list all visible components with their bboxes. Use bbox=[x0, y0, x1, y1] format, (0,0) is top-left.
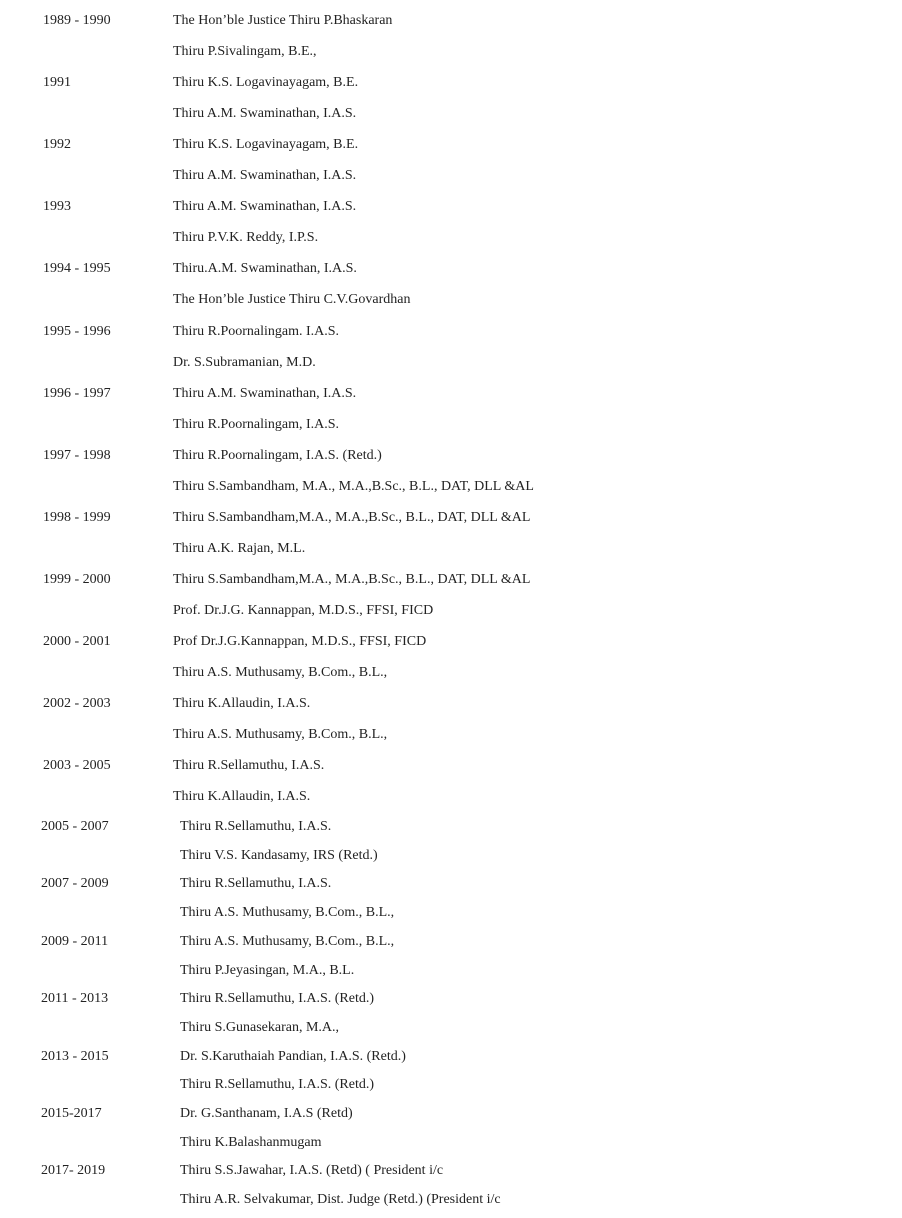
office-holder-name: Thiru R.Sellamuthu, I.A.S. bbox=[173, 758, 325, 774]
office-holder-name: Prof. Dr.J.G. Kannappan, M.D.S., FFSI, FICD bbox=[173, 603, 434, 618]
office-holder-name: Thiru P.Sivalingam, B.E., bbox=[173, 44, 317, 59]
office-holder-name: Thiru A.S. Muthusamy, B.Com., B.L., bbox=[173, 727, 388, 743]
table-row bbox=[0, 1074, 902, 1096]
term-year: 2002 - 2003 bbox=[43, 696, 111, 712]
office-holder-name: Thiru R.Sellamuthu, I.A.S. (Retd.) bbox=[180, 1077, 375, 1093]
table-row bbox=[0, 960, 902, 982]
office-holder-name: Thiru A.M. Swaminathan, I.A.S. bbox=[173, 168, 357, 184]
table-row bbox=[0, 600, 902, 622]
term-year: 2013 - 2015 bbox=[41, 1048, 109, 1064]
office-holder-name: Dr. G.Santhanam, I.A.S (Retd) bbox=[180, 1106, 353, 1121]
table-row bbox=[0, 134, 902, 156]
term-year: 2007 - 2009 bbox=[41, 876, 109, 892]
term-year: 1995 - 1996 bbox=[43, 323, 111, 339]
table-row bbox=[0, 1046, 902, 1068]
term-year: 2017- 2019 bbox=[41, 1163, 106, 1179]
office-holder-name: Thiru A.K. Rajan, M.L. bbox=[173, 540, 306, 556]
office-holder-name: Thiru R.Poornalingam, I.A.S. bbox=[173, 416, 340, 432]
office-holder-name: Thiru A.M. Swaminathan, I.A.S. bbox=[173, 199, 357, 215]
table-row bbox=[0, 103, 902, 125]
table-row bbox=[0, 931, 902, 953]
table-row bbox=[0, 569, 902, 591]
table-row bbox=[0, 414, 902, 436]
office-holder-name: Thiru A.S. Muthusamy, B.Com., B.L., bbox=[180, 933, 395, 949]
table-row bbox=[0, 196, 902, 218]
term-year: 1997 - 1998 bbox=[43, 447, 111, 463]
table-row bbox=[0, 755, 902, 777]
office-holder-name: Thiru S.Gunasekaran, M.A., bbox=[180, 1019, 340, 1035]
table-row bbox=[0, 289, 902, 311]
office-holder-name: Thiru P.Jeyasingan, M.A., B.L. bbox=[180, 962, 355, 978]
term-year: 2003 - 2005 bbox=[43, 758, 111, 774]
table-row bbox=[0, 1017, 902, 1039]
table-row bbox=[0, 72, 902, 94]
office-holder-name: Thiru R.Sellamuthu, I.A.S. bbox=[180, 819, 332, 834]
office-holder-name: Thiru R.Sellamuthu, I.A.S. bbox=[180, 876, 332, 892]
table-row bbox=[0, 445, 902, 467]
table-row bbox=[0, 352, 902, 374]
term-year: 1996 - 1997 bbox=[43, 385, 111, 401]
table-row bbox=[0, 383, 902, 405]
table-row bbox=[0, 1189, 902, 1211]
term-year: 1999 - 2000 bbox=[43, 571, 111, 587]
table-row bbox=[0, 786, 902, 808]
table-row bbox=[0, 662, 902, 684]
term-year: 2015-2017 bbox=[41, 1106, 102, 1121]
term-year: 1998 - 1999 bbox=[43, 509, 111, 525]
office-holder-name: The Hon’ble Justice Thiru C.V.Govardhan bbox=[173, 292, 411, 308]
office-holder-name: Thiru K.S. Logavinayagam, B.E. bbox=[173, 137, 359, 153]
table-row bbox=[0, 816, 902, 838]
table-row bbox=[0, 988, 902, 1010]
office-holder-name: Thiru S.Sambandham,M.A., M.A.,B.Sc., B.L., DAT, DLL &AL bbox=[173, 509, 531, 525]
office-holder-name: Thiru A.R. Selvakumar, Dist. Judge (Retd.) (President i/c bbox=[180, 1192, 501, 1208]
office-holder-name: Thiru.A.M. Swaminathan, I.A.S. bbox=[173, 261, 357, 277]
office-holder-name: Thiru S.Sambandham,M.A., M.A.,B.Sc., B.L., DAT, DLL &AL bbox=[173, 571, 531, 587]
office-holder-name: Thiru S.Sambandham, M.A., M.A.,B.Sc., B.L., DAT, DLL &AL bbox=[173, 478, 534, 494]
table-row bbox=[0, 538, 902, 560]
office-holder-name: Dr. S.Subramanian, M.D. bbox=[173, 354, 316, 370]
office-holder-name: Thiru K.Allaudin, I.A.S. bbox=[173, 696, 311, 712]
table-row bbox=[0, 902, 902, 924]
table-row bbox=[0, 845, 902, 867]
office-holder-name: Thiru K.S. Logavinayagam, B.E. bbox=[173, 75, 359, 91]
office-holder-name: Thiru R.Poornalingam. I.A.S. bbox=[173, 323, 340, 339]
term-year: 1994 - 1995 bbox=[43, 261, 111, 277]
table-row bbox=[0, 507, 902, 529]
office-holder-name: Thiru R.Poornalingam, I.A.S. (Retd.) bbox=[173, 447, 382, 463]
office-holder-name: Prof Dr.J.G.Kannappan, M.D.S., FFSI, FICD bbox=[173, 634, 427, 649]
table-row bbox=[0, 227, 902, 249]
term-year: 2011 - 2013 bbox=[41, 991, 109, 1007]
table-row bbox=[0, 693, 902, 715]
office-holder-name: Thiru K.Balashanmugam bbox=[180, 1134, 322, 1150]
office-holder-name: Thiru K.Allaudin, I.A.S. bbox=[173, 789, 311, 805]
table-row bbox=[0, 41, 902, 63]
office-holder-name: Thiru A.S. Muthusamy, B.Com., B.L., bbox=[173, 665, 388, 681]
office-holder-name: Thiru S.S.Jawahar, I.A.S. (Retd) ( President i/c bbox=[180, 1163, 444, 1179]
office-holder-name: Thiru A.M. Swaminathan, I.A.S. bbox=[173, 385, 357, 401]
table-row bbox=[0, 724, 902, 746]
term-year: 1991 bbox=[43, 75, 71, 91]
table-row bbox=[0, 321, 902, 343]
term-year: 1992 bbox=[43, 137, 71, 153]
table-row bbox=[0, 873, 902, 895]
term-year: 2000 - 2001 bbox=[43, 634, 111, 649]
table-row bbox=[0, 165, 902, 187]
table-row bbox=[0, 476, 902, 498]
office-holder-name: Thiru A.M. Swaminathan, I.A.S. bbox=[173, 106, 357, 122]
table-row bbox=[0, 1132, 902, 1154]
office-holder-name: Dr. S.Karuthaiah Pandian, I.A.S. (Retd.) bbox=[180, 1048, 406, 1064]
table-row bbox=[0, 1160, 902, 1182]
office-holder-name: Thiru V.S. Kandasamy, IRS (Retd.) bbox=[180, 847, 378, 863]
office-holder-name: Thiru P.V.K. Reddy, I.P.S. bbox=[173, 230, 319, 246]
term-year: 2005 - 2007 bbox=[41, 819, 109, 834]
term-year: 2009 - 2011 bbox=[41, 933, 109, 949]
term-year: 1989 - 1990 bbox=[43, 13, 111, 28]
table-row bbox=[0, 258, 902, 280]
table-row bbox=[0, 631, 902, 653]
office-holder-name: The Hon’ble Justice Thiru P.Bhaskaran bbox=[173, 13, 393, 28]
table-row bbox=[0, 10, 902, 32]
office-holder-name: Thiru A.S. Muthusamy, B.Com., B.L., bbox=[180, 905, 395, 921]
office-holder-name: Thiru R.Sellamuthu, I.A.S. (Retd.) bbox=[180, 991, 375, 1007]
table-row bbox=[0, 1103, 902, 1125]
term-year: 1993 bbox=[43, 199, 71, 215]
